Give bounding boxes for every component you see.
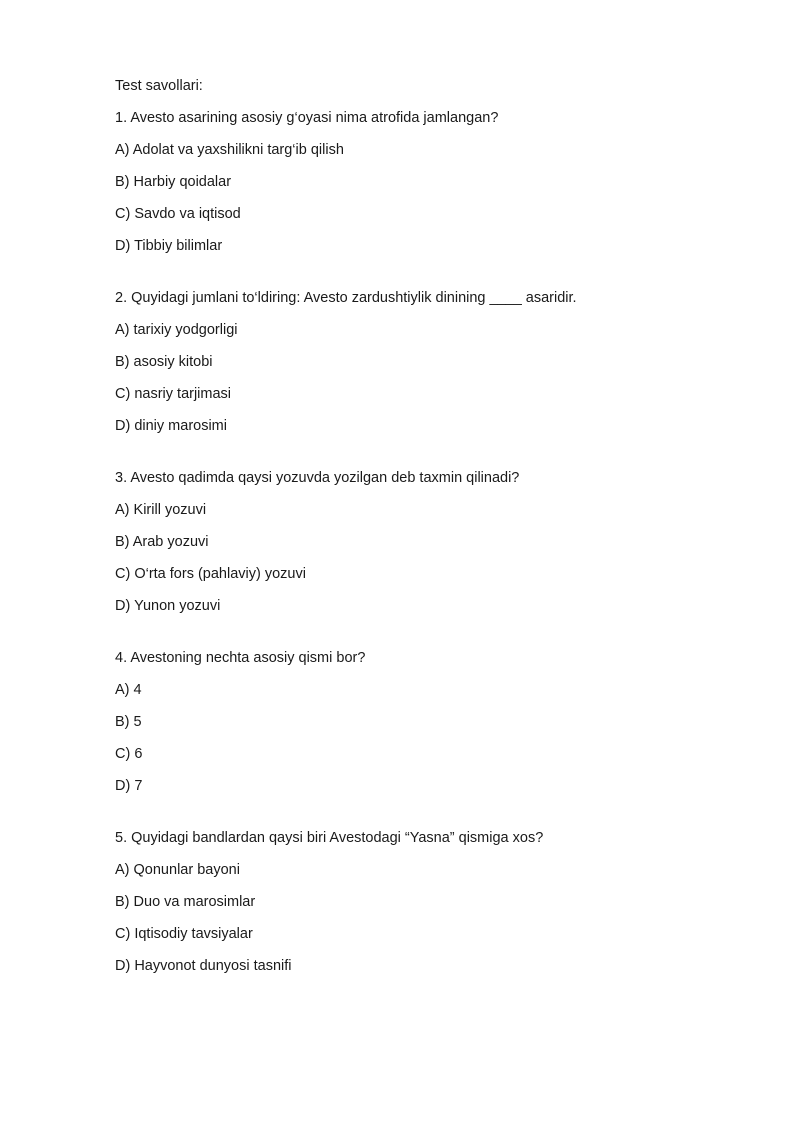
answer-option-c: C) Savdo va iqtisod (115, 206, 241, 222)
question-block-2 (115, 288, 715, 436)
answer-option-c: C) 6 (115, 746, 143, 762)
answer-option-d: D) diniy marosimi (115, 418, 227, 434)
answer-option-a: A) tarixiy yodgorligi (115, 322, 238, 338)
answer-option-d: D) Tibbiy bilimlar (115, 238, 223, 254)
question-text: 4. Avestoning nechta asosiy qismi bor? (115, 650, 366, 666)
answer-option-a: A) Kirill yozuvi (115, 502, 207, 518)
answer-option-d: D) Yunon yozuvi (115, 598, 221, 614)
answer-option-d: D) 7 (115, 778, 143, 794)
answer-option-b: B) Duo va marosimlar (115, 894, 256, 910)
answer-option-b: B) Arab yozuvi (115, 534, 209, 550)
answer-option-c: C) nasriy tarjimasi (115, 386, 232, 402)
answer-option-d: D) Hayvonot dunyosi tasnifi (115, 958, 292, 974)
answer-option-b: B) Harbiy qoidalar (115, 174, 232, 190)
answer-option-b: B) 5 (115, 714, 142, 730)
answer-option-c: C) Iqtisodiy tavsiyalar (115, 926, 253, 942)
question-block-1 (115, 108, 715, 256)
answer-option-c: C) O‘rta fors (pahlaviy) yozuvi (115, 566, 306, 582)
question-block-4 (115, 648, 715, 796)
document-heading: Test savollari: (115, 78, 203, 94)
answer-option-a: A) Qonunlar bayoni (115, 862, 240, 878)
question-text: 2. Quyidagi jumlani to‘ldiring: Avesto zardushtiylik dinining ____ asaridir. (115, 290, 577, 306)
question-text: 1. Avesto asarining asosiy g‘oyasi nima atrofida jamlangan? (115, 110, 499, 126)
document-content (115, 76, 715, 976)
answer-option-b: B) asosiy kitobi (115, 354, 213, 370)
question-block-5 (115, 828, 715, 976)
answer-option-a: A) 4 (115, 682, 142, 698)
question-block-3 (115, 468, 715, 616)
answer-option-a: A) Adolat va yaxshilikni targ‘ib qilish (115, 142, 344, 158)
question-text: 5. Quyidagi bandlardan qaysi biri Avestodagi “Yasna” qismiga xos? (115, 830, 544, 846)
question-text: 3. Avesto qadimda qaysi yozuvda yozilgan deb taxmin qilinadi? (115, 470, 520, 486)
